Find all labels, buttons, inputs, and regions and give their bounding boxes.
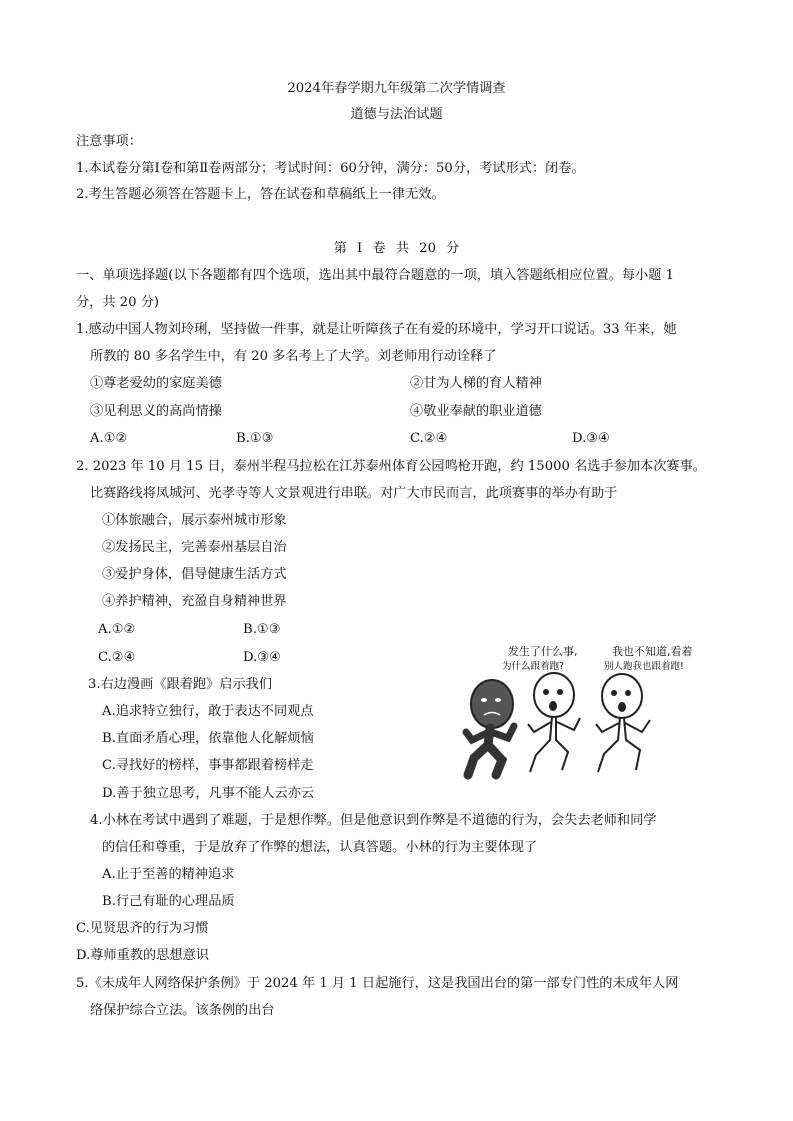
q2-choice-a: A.①② [98,622,136,637]
part1-instruction-line-1: 一、单项选择题(以下各题都有四个选项，选出其中最符合题意的一项，填入答题纸相应位置。每小题 1 [76,268,674,283]
right-runner-figure [596,674,650,772]
part1-heading: 第 Ⅰ 卷 共 20 分 [333,241,460,256]
q3-choice-d: D.善于独立思考，凡事不能人云亦云 [102,786,315,801]
q5-stem-line-2: 络保护综合立法。该条例的出台 [90,1003,275,1018]
q1-stem-line-1: 1.感动中国人物刘玲琍，坚持做一件事，就是让听障孩子在有爱的环境中，学习开口说话。33 年来，她 [76,322,677,337]
comic-figures [462,640,727,780]
q3-choice-c: C.寻找好的榜样，事事都跟着榜样走 [102,758,314,773]
q1-choice-b: B.①③ [236,431,274,446]
q1-choice-c: C.②④ [410,431,448,446]
q4-choice-b: B.行己有耻的心理品质 [102,894,235,909]
comic-caption-left-2: 为什么跟着跑? [502,661,565,672]
q2-stem-line-2: 比赛路线将凤城河、光孝寺等人文景观进行串联。对广大市民而言，此项赛事的举办有助于 [90,486,618,501]
q2-choice-b: B.①③ [243,622,281,637]
comic-caption-right: 我也不知道,看着 [612,645,693,658]
part1-instruction-line-2: 分，共 20 分) [76,295,160,310]
q5-stem-line-1: 5.《未成年人网络保护条例》于 2024 年 1 月 1 日起施行，这是我国出台的第一部专门性的未成年人网 [76,976,679,991]
comic-caption-left: 发生了什么事, [508,645,578,658]
q1-option-4: ④敬业奉献的职业道德 [410,404,542,419]
notice-item-1: 1.本试卷分第Ⅰ卷和第Ⅱ卷两部分；考试时间：60分钟，满分：50分，考试形式：闭卷。 [76,161,585,176]
q4-stem-line-2: 的信任和尊重，于是放弃了作弊的想法，认真答题。小林的行为主要体现了 [102,840,538,855]
q4-choice-d: D.尊师重教的思想意识 [76,948,209,963]
q4-choice-a: A.止于至善的精神追求 [102,867,235,882]
q1-choice-d: D.③④ [572,431,610,446]
q4-stem-line-1: 4.小林在考试中遇到了难题，于是想作弊。但是他意识到作弊是不道德的行为，会失去老师和同学 [90,813,657,828]
q1-option-1: ①尊老爱幼的家庭美德 [90,376,222,391]
comic-following-run [462,640,727,780]
q2-choice-d: D.③④ [243,650,281,665]
q2-stem-line-1: 2. 2023 年 10 月 15 日，泰州半程马拉松在江苏泰州体育公园鸣枪开跑，约 15000 名选手参加本次赛事。 [76,459,706,474]
notice-label: 注意事项： [76,134,142,149]
q2-option-3: ③爱护身体，倡导健康生活方式 [102,567,287,582]
comic-caption-right-2: 别人跑我也跟着跑! [604,661,684,672]
q3-stem: 3.右边漫画《跟着跑》启示我们 [88,677,273,692]
q2-option-2: ②发扬民主，完善泰州基层自治 [102,540,287,555]
q4-choice-c: C.见贤思齐的行为习惯 [76,921,209,936]
q3-choice-b: B.直面矛盾心理，依靠他人化解烦恼 [102,731,314,746]
q2-option-1: ①体旅融合，展示泰州城市形象 [102,513,287,528]
q1-stem-line-2: 所教的 80 多名学生中，有 20 多名考上了大学。刘老师用行动诠释了 [90,349,497,364]
q2-choice-c: C.②④ [98,650,136,665]
q1-choice-a: A.①② [90,431,128,446]
exam-title: 2024年春学期九年级第二次学情调查 [287,81,506,96]
q2-option-4: ④养护精神，充盈自身精神世界 [102,594,287,609]
q1-option-3: ③见利思义的高尚情操 [90,404,222,419]
q3-choice-a: A.追求特立独行，敢于表达不同观点 [102,704,314,719]
q1-option-2: ②甘为人梯的育人精神 [410,376,542,391]
middle-runner-figure [528,673,580,772]
dark-runner-figure [466,680,514,775]
notice-item-2: 2.考生答题必须答在答题卡上，答在试卷和草稿纸上一律无效。 [76,187,445,202]
exam-subject: 道德与法治试题 [350,107,443,122]
